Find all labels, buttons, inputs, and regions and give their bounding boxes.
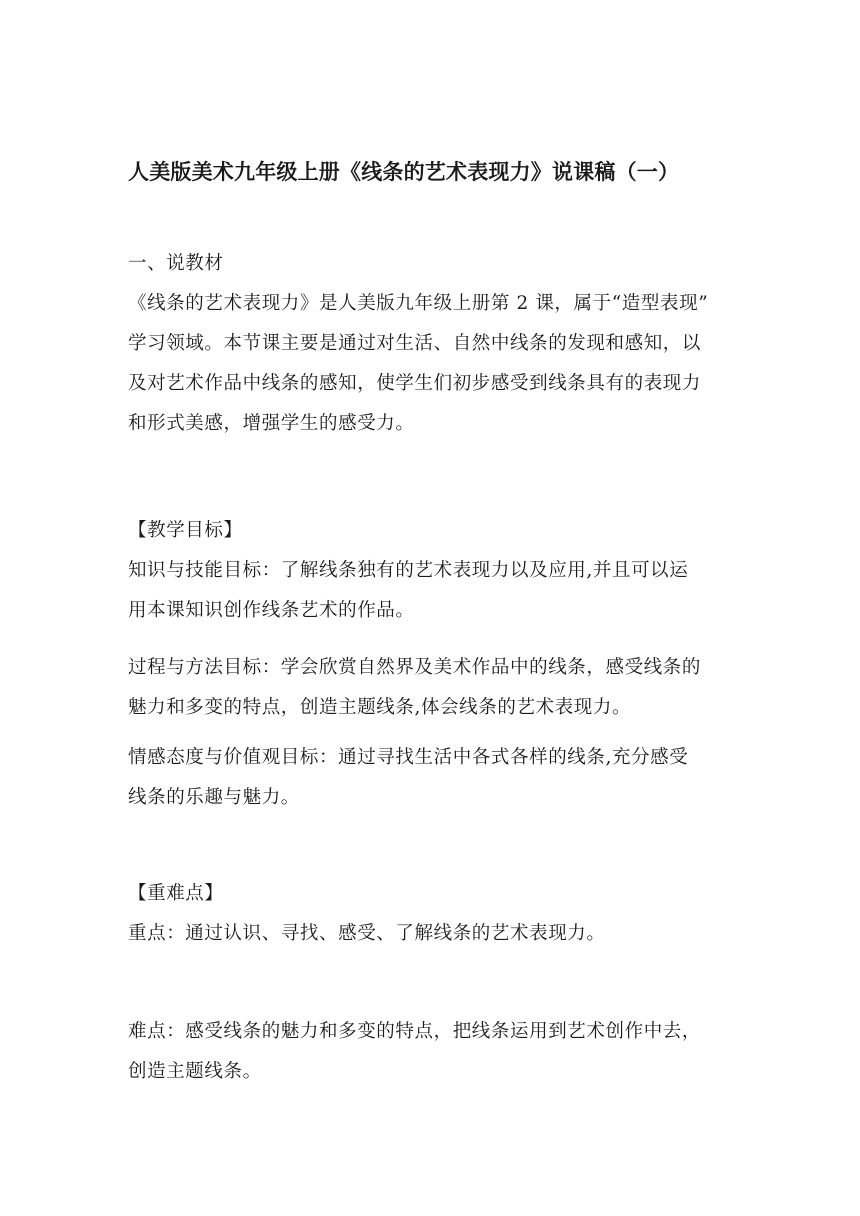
section-heading-objectives: 【教学目标】 bbox=[128, 520, 243, 541]
process-objective-line: 魅力和多变的特点，创造主题线条,体会线条的艺术表现力。 bbox=[128, 697, 632, 718]
process-objective-line: 过程与方法目标：学会欣赏自然界及美术作品中的线条，感受线条的 bbox=[128, 657, 702, 678]
knowledge-objective-line: 知识与技能目标：了解线条独有的艺术表现力以及应用,并且可以运 bbox=[128, 560, 689, 581]
knowledge-objective-line: 用本课知识创作线条艺术的作品。 bbox=[128, 600, 415, 621]
focus-point-line: 重点：通过认识、寻找、感受、了解线条的艺术表现力。 bbox=[128, 923, 606, 944]
emotion-objective-line: 线条的乐趣与魅力。 bbox=[128, 787, 300, 808]
emotion-objective-line: 情感态度与价值观目标：通过寻找生活中各式各样的线条,充分感受 bbox=[128, 747, 689, 768]
difficulty-point-line: 创造主题线条。 bbox=[128, 1061, 262, 1082]
textbook-paragraph-line: 及对艺术作品中线条的感知，使学生们初步感受到线条具有的表现力 bbox=[128, 373, 702, 394]
section-heading-keypoints: 【重难点】 bbox=[128, 883, 224, 904]
textbook-paragraph-line: 和形式美感，增强学生的感受力。 bbox=[128, 413, 415, 434]
document-title: 人美版美术九年级上册《线条的艺术表现力》说课稿（一） bbox=[128, 159, 680, 184]
section-heading-textbook: 一、说教材 bbox=[128, 253, 224, 274]
difficulty-point-line: 难点：感受线条的魅力和多变的特点，把线条运用到艺术创作中去， bbox=[128, 1021, 702, 1042]
textbook-paragraph-line: 学习领域。本节课主要是通过对生活、自然中线条的发现和感知，以 bbox=[128, 333, 702, 354]
textbook-paragraph-line: 《线条的艺术表现力》是人美版九年级上册第 2 课，属于“造型表现” bbox=[128, 293, 709, 314]
